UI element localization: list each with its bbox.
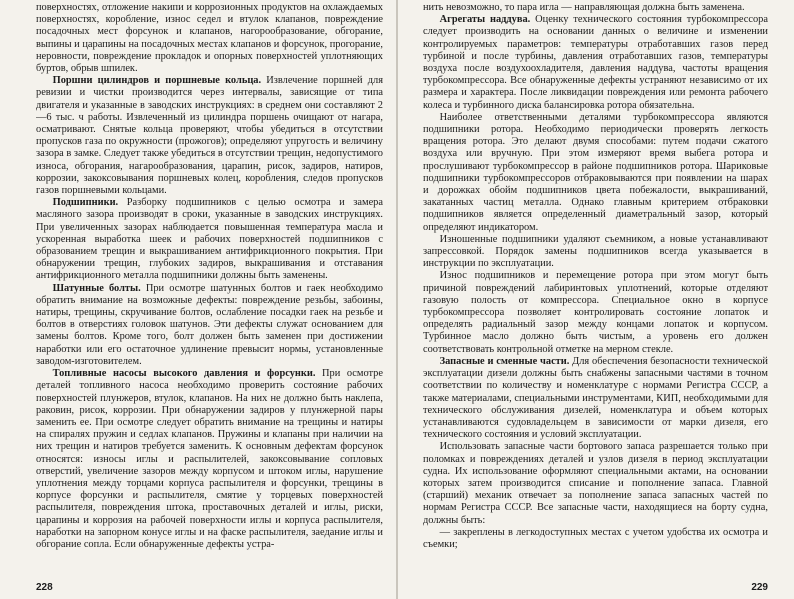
paragraph-text: Оценку технического состояния турбокомпрессора следует производить на основании данных о величине и изменении контролируемых параметров: температуры отработавших газов перед турбиной и после турбины, давления отработавших газов, температуры воздуха после воздухоохладителя, давления наддува, частоты вращения турбокомпрессора. Все обнаруженные дефекты устраняют независимо от их размера и характера. После ликвидации повреждения или ремонта рабочего колеса и турбинного диска балансировка ротора обязательна. [423, 14, 768, 111]
left-text-column [36, 2, 383, 577]
section-heading: Запасные и сменные части. [439, 355, 570, 367]
paragraph-text: Наиболее ответственными деталями турбокомпрессора являются подшипники ротора. Необходимо периодически проверять легкость вращения ротора. Это делают двумя способами: путем подачи сжатого воздуха или вручную. При этом измеряют время выбега ротора и прослушивают турбокомпрессор в районе подшипников ротора. Шариковые подшипники турбокомпрессоров отбраковываются при появлении на шарах и дорожках обойм подшипников цвета побежалости, выкрашиваний, закатанных частиц металла. Однако главным критерием отбраковки подшипников является определенный диаметральный зазор, который определяют индикатором. [423, 111, 768, 233]
page-number: 229 [751, 582, 768, 593]
right-text-column [423, 2, 768, 577]
paragraph [423, 234, 768, 271]
section-heading: Подшипники. [52, 197, 119, 209]
paragraph-text: нить невозможно, то пара игла — направляющая должна быть заменена. [423, 2, 745, 13]
paragraph [423, 356, 768, 441]
paragraph [36, 368, 383, 551]
paragraph [423, 270, 768, 355]
section-heading: Топливные насосы высокого давления и форсунки. [52, 368, 316, 380]
section-heading: Поршни цилиндров и поршневые кольца. [52, 75, 262, 87]
paragraph [423, 441, 768, 526]
paragraph [36, 197, 383, 282]
right-page [397, 0, 794, 599]
paragraph-text: Использовать запасные части бортового запаса разрешается только при поломках и повреждениях деталей и узлов дизеля в период эксплуатации судна. Их использование оформляют специальными актами, на основании которых затем производится списание и пополнение запаса. Главной (старший) механик отвечает за пополнение запаса запасных частей по нормам Регистра СССР. Все запасные части, находящиеся на борту судна, должны быть: [423, 441, 768, 526]
paragraph-text: При осмотре деталей топливного насоса необходимо проверить состояние рабочих поверхностей плунжеров, втулок, клапанов. На них не должно быть наклепа, раковин, рисок, коррозии. При обнаружении задиров у плунжерной пары заменить ее. При осмотре следует обратить внимание на трещины и натиры на спиралях пружин и седлах клапанов. Пружины и клапаны при наличии на них трещин и натиров требуется заменить. К основным дефектам форсунок относятся: износы иглы и распылителей, закоксовывание сопловых отверстий, увеличение зазоров между корпусом и штоком иглы, нарушение уплотнения между торцами корпуса распылителя и форсунки, трещины в корпусе форсунки и распылителя, смятие у торцевых поверхностей распылителя, повреждения штока, проставочных деталей и иглы, риски, царапины и коррозия на рабочей поверхности иглы и корпуса распылителя, наработки на запорном конусе иглы и на фаске распылителя, заедание иглы и обгорание сопла. Если обнаруженные дефекты устра- [36, 368, 383, 550]
paragraph [36, 283, 383, 368]
section-heading: Агрегаты наддува. [439, 14, 531, 26]
paragraph-text: — закреплены в легкодоступных местах с учетом удобства их осмотра и съемки; [423, 526, 768, 550]
paragraph-text: Изношенные подшипники удаляют съемником, а новые устанавливают запрессовкой. Порядок замены подшипников всегда указывается в инструкции по эксплуатации. [423, 233, 768, 270]
paragraph [423, 112, 768, 234]
paragraph [423, 14, 768, 112]
paragraph [423, 2, 768, 14]
section-heading: Шатунные болты. [52, 282, 141, 294]
paragraph-text: Для обеспечения безопасности технической эксплуатации дизели должны быть снабжены запасными частями в точном соответствии по количеству и номенклатуре с нормами Регистра СССР, а также материалами, специальными инструментами, КИП, необходимыми для технического обслуживания дизелей, номенклатура и объем которых устанавливаются судовладельцем в зависимости от марки дизеля, его технического состояния и условий эксплуатации. [423, 355, 768, 441]
paragraph-text: Извлечение поршней для ревизии и чистки производится через интервалы, зависящие от типа двигателя и указанные в заводских инструкциях: в среднем они составляют 2—6 тыс. ч работы. Извлеченный из цилиндра поршень очищают от нагара, осматривают. Снятые кольца проверяют, чтобы убедиться в отсутствии пропусков газа по окружности (прожогов); определяют упругость и величину зазора в замке. Следует также убедиться в отсутствии трещин, недопустимого износа, обгорания, нагарообразования, царапин, рисок, задиров, натиров, коррозии, закоксовывания поршневых колец, коробления, следов пропусков газов поршневыми кольцами. [36, 75, 383, 197]
paragraph [36, 2, 383, 75]
paragraph-text: поверхностях, отложение накипи и коррозионных продуктов на охлаждаемых поверхностях, коробление, износ седел и втулок клапанов, повреждение посадочных мест форсунок и клапанов, нагорообразование, обгорание, выпины и царапины на посадочных местах клапанов и форсунок, прогорание, неровности, повреждение прокладок и опорных поверхностей уплотняющих буртов, обрыв шпилек. [36, 2, 383, 75]
page-number: 228 [36, 582, 53, 593]
paragraph [36, 75, 383, 197]
paragraph [423, 527, 768, 551]
paragraph-text: При осмотре шатунных болтов и гаек необходимо обратить внимание на возможные дефекты: повреждение резьбы, забоины, натиры, трещины, скручивание болтов, ослабление посадки гаек на резьбе и болтов в отверстиях головок шатунов. Эти дефекты служат основанием для замены болтов. Кроме того, болт должен быть заменен при достижении наработки или его остаточное удлинение превысит нормы, установленные заводом-изготовителем. [36, 282, 383, 367]
paragraph-text: Износ подшипников и перемещение ротора при этом могут быть причиной повреждений лабиринтовых уплотнений, которые отделяют газовую полость от компрессора. Специальное окно в корпусе турбокомпрессора позволяет контролировать состояние лопаток и определять радиальный зазор между концами лопаток и корпусом. Турбинное масло должно быть чистым, а уровень его должен соответствовать контрольной отметке на мерном стекле. [423, 270, 768, 355]
paragraph-text: Разборку подшипников с целью осмотра и замера масляного зазора производят в сроки, указанные в заводских инструкциях. При увеличенных зазорах наблюдается повышенная температура масла и ускоренная выработка шеек и рабочих поверхностей подшипников с образованием трещин и выкрашиванием антифрикционного покрытия. При обнаружении трещин, глубоких задиров, выкрашивания и отставания антифрикционного металла подшипники должны быть заменены. [36, 197, 383, 282]
